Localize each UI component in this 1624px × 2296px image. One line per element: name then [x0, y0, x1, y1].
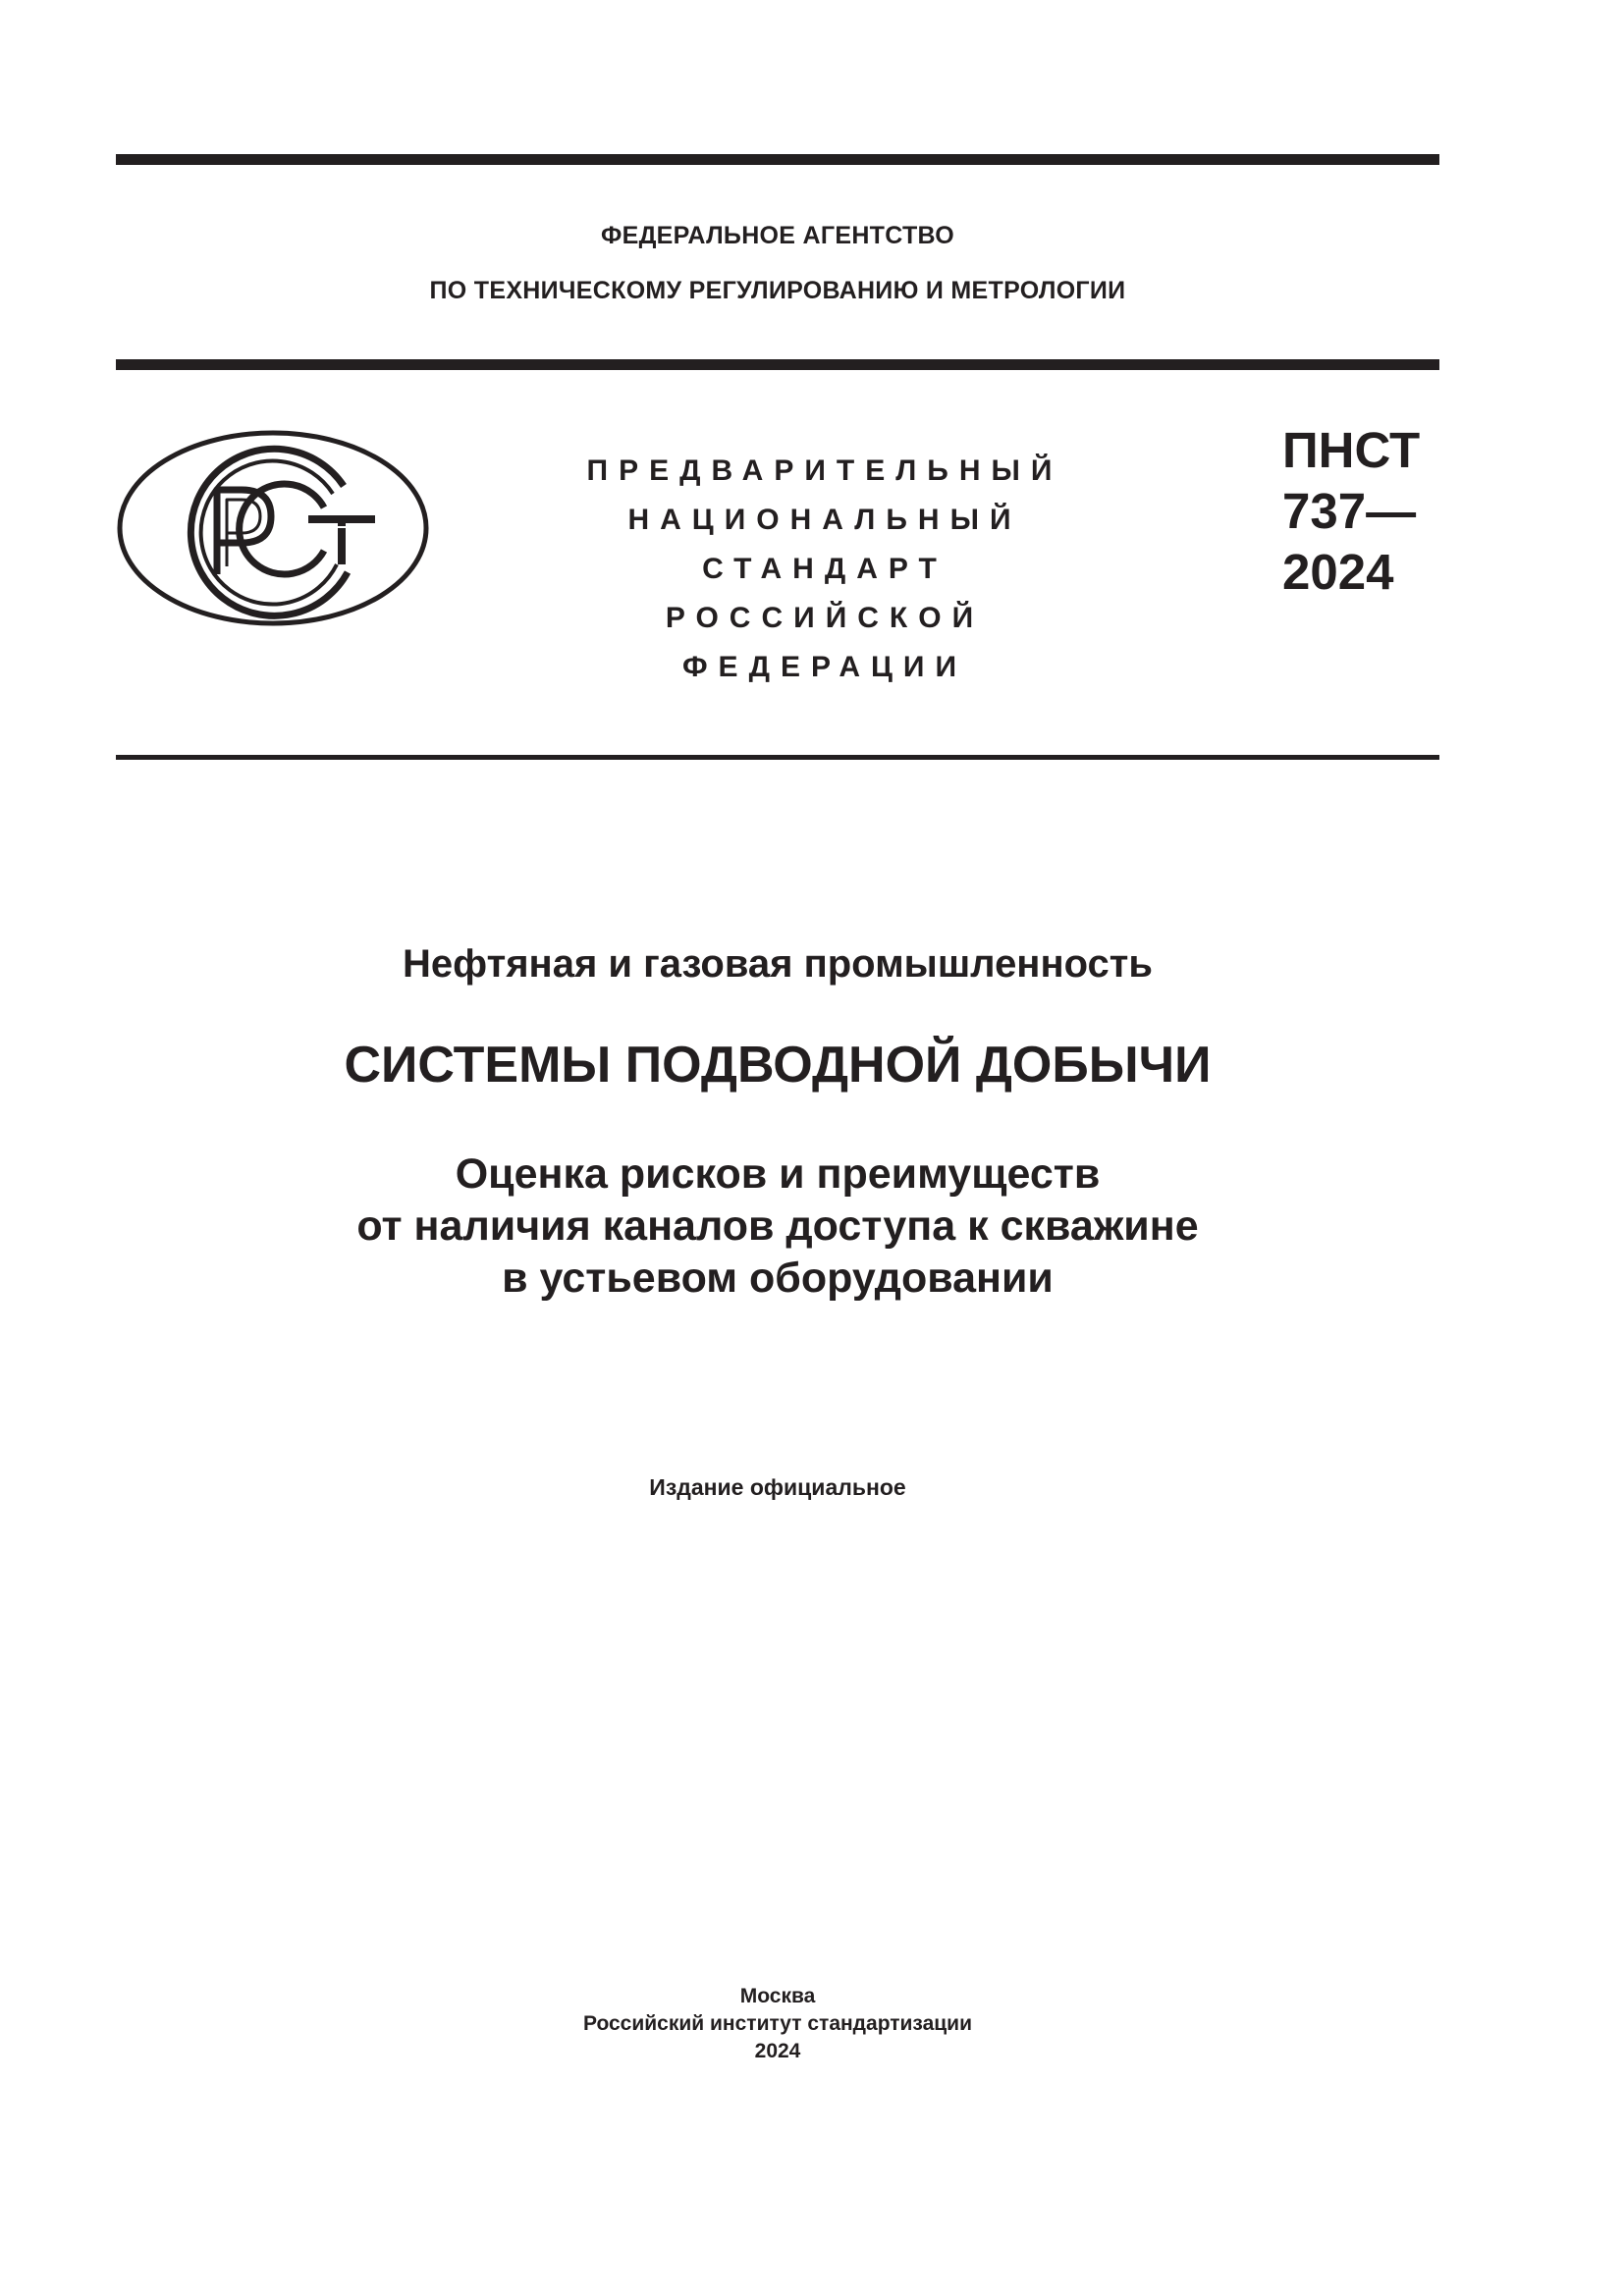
standard-number-year: 2024 — [1282, 544, 1394, 600]
agency-name-line-2: ПО ТЕХНИЧЕСКОМУ РЕГУЛИРОВАНИЮ И МЕТРОЛОГИИ — [429, 277, 1126, 304]
standard-type-line: ФЕДЕРАЦИИ — [681, 651, 968, 683]
industry-title: Нефтяная и газовая промышленность — [403, 942, 1153, 986]
agency-name-line-1: ФЕДЕРАЛЬНОЕ АГЕНТСТВО — [600, 222, 955, 249]
standard-type-line: НАЦИОНАЛЬНЫЙ — [627, 504, 1022, 536]
bottom-rule — [116, 755, 1439, 760]
subtitle — [116, 1148, 1439, 1305]
publisher-year: 2024 — [754, 2040, 801, 2062]
subtitle-line: от наличия каналов доступа к скважине — [356, 1202, 1199, 1250]
middle-rule — [116, 359, 1439, 370]
publisher-institute: Российский институт стандартизации — [582, 2012, 973, 2035]
subtitle-line: в устьевом оборудовании — [502, 1255, 1054, 1302]
standard-number — [1282, 420, 1420, 603]
standard-type-line: РОССИЙСКОЙ — [665, 602, 985, 634]
standard-number-value: 737— — [1282, 483, 1417, 539]
gost-r-logo — [116, 429, 430, 627]
standard-type-line: СТАНДАРТ — [702, 553, 947, 585]
standard-type-heading — [550, 447, 1100, 692]
subtitle-line: Оценка рисков и преимуществ — [455, 1150, 1101, 1198]
edition-label: Издание официальное — [649, 1474, 906, 1500]
standard-type-line: ПРЕДВАРИТЕЛЬНЫЙ — [586, 454, 1063, 487]
top-rule — [116, 154, 1439, 165]
publisher-city: Москва — [739, 1985, 816, 2007]
publisher-block — [116, 1983, 1439, 2065]
main-title: СИСТЕМЫ ПОДВОДНОЙ ДОБЫЧИ — [344, 1037, 1212, 1094]
standard-number-prefix: ПНСТ — [1282, 422, 1421, 478]
